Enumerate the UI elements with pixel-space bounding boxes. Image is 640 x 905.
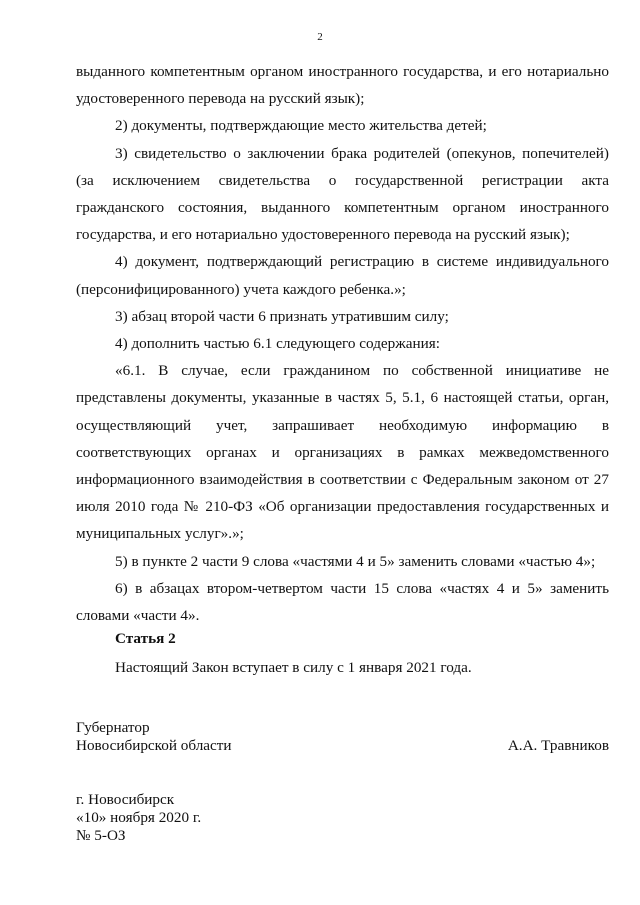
signature-title-line2: Новосибирской области: [76, 737, 232, 754]
paragraph-item-6-part15: 6) в абзацах втором-четвертом части 15 слова «частях 4 и 5» заменить словами «части 4».: [76, 579, 609, 625]
paragraph-item-2-documents: 2) документы, подтверждающие место жительства детей;: [115, 117, 487, 135]
footer-block: [76, 791, 201, 845]
law-amendments-text: [76, 58, 609, 629]
article-text: Настоящий Закон вступает в силу с 1 января 2021 года.: [115, 659, 472, 676]
paragraph-item-4-add-part6-1: 4) дополнить частью 6.1 следующего содержания:: [115, 335, 440, 353]
signatory-name: А.А. Травников: [507, 737, 609, 754]
paragraph-item-5-part9: 5) в пункте 2 части 9 слова «частями 4 и 5» заменить словами «частью 4»;: [115, 552, 596, 570]
footer-law-number: № 5-ОЗ: [76, 827, 126, 844]
signature-row: [76, 737, 609, 755]
article-heading: Статья 2: [115, 630, 176, 647]
paragraph-continuation: выданного компетентным органом иностранного государства, и его нотариально удостоверенного перевода на русский язык);: [76, 63, 609, 108]
paragraph-item-3-marriage-certificate: 3) свидетельство о заключении брака родителей (опекунов, попечителей) (за исключением свидетельства о государственной регистрации акта гражданского состояния, выданного компетентным органом иностранного государства, и его нотариально удостоверенного перевода на русский язык);: [76, 144, 609, 244]
footer-date: «10» ноября 2020 г.: [76, 809, 202, 826]
page-number: 2: [317, 31, 323, 43]
paragraph-part-6-1-text: «6.1. В случае, если гражданином по собственной инициативе не представлены документы, указанные в частях 5, 5.1, 6 настоящей статьи, орган, осуществляющий учет, запрашивает необходимую информацию в соответствующих органах и организациях в рамках межведомственного информационного взаимодействия в соответствии с Федеральным законом от 27 июля 2010 года № 210-ФЗ «Об организации предоставления государственных и муниципальных услуг».»;: [76, 362, 609, 543]
paragraph-item-3-part6: 3) абзац второй части 6 признать утратившим силу;: [115, 307, 449, 325]
paragraph-item-4-registration: 4) документ, подтверждающий регистрацию в системе индивидуального (персонифицированного) учета каждого ребенка.»;: [76, 253, 609, 298]
footer-city: г. Новосибирск: [76, 791, 175, 808]
signature-block: [76, 719, 609, 755]
signature-title-line1: Губернатор: [76, 719, 150, 736]
